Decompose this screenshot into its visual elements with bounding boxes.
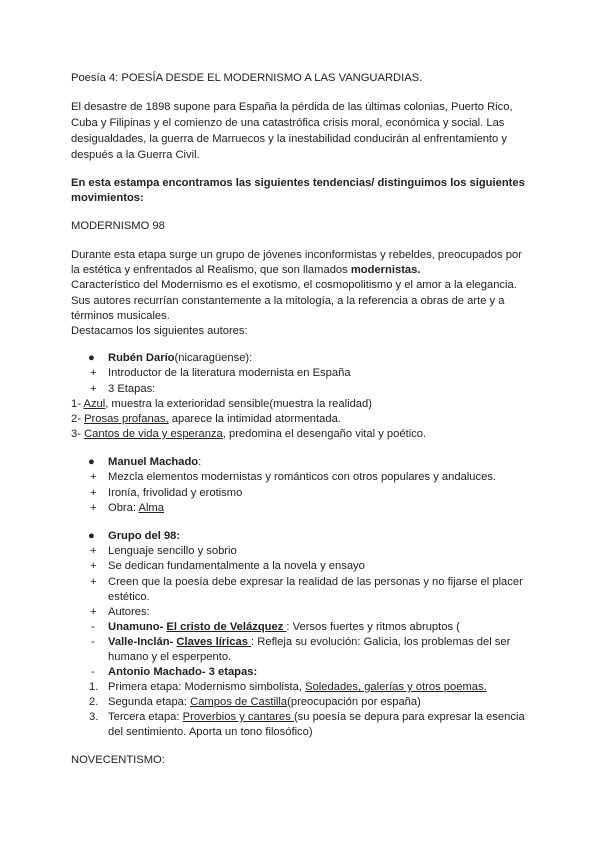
antonio-stage-3: Tercera etapa: Proverbios y cantares (su poesía se depura para expresar la esencia: [108, 711, 525, 723]
manuel-point-2: Ironía, frivolidad y erotismo: [108, 487, 243, 499]
modernismo-line-2: la estética y enfrentados al Realismo, que son llamados modernistas.: [71, 264, 421, 276]
dario-stage-3: 3- Cantos de vida y esperanza, predomina el desengaño vital y poético.: [71, 428, 427, 440]
manuel-point-1: Mezcla elementos modernistas y románticos con otros populares y andaluces.: [108, 471, 497, 483]
valle-line-cont: humano y el esperpento.: [108, 651, 232, 663]
modernistas-term: modernistas.: [350, 264, 421, 276]
intro-line-3: desigualdades, la guerra de Marruecos y la inestabilidad conducirán al enfrentamiento y: [71, 133, 507, 145]
tendencias-line-1: En esta estampa encontramos las siguientes tendencias/ distinguimos los siguientes: [71, 177, 525, 189]
dario-stage-1: 1- Azul, muestra la exterioridad sensible(muestra la realidad): [71, 398, 372, 410]
bullet-plus-icon: +: [90, 606, 97, 618]
modernismo-heading: MODERNISMO 98: [71, 220, 165, 232]
modernismo-line-1: Durante esta etapa surge un grupo de jóvenes inconformistas y rebeldes, preocupados por: [71, 249, 522, 261]
g98-point-1: Lenguaje sencillo y sobrio: [108, 545, 237, 557]
bullet-dot-icon: ●: [88, 530, 95, 542]
manuel-point-3: Obra: Alma: [108, 502, 164, 514]
grupo98-heading: Grupo del 98:: [108, 530, 181, 542]
dario-stage-2: 2- Prosas profanas, aparece la intimidad atormentada.: [71, 413, 341, 425]
bullet-dash-icon: -: [91, 666, 95, 678]
page-title: Poesía 4: POESÍA DESDE EL MODERNISMO A LAS VANGUARDIAS.: [71, 72, 423, 84]
modernismo-line-3: Característico del Modernismo es el exotismo, el cosmopolitismo y el amor a la elegancia.: [71, 279, 517, 291]
tendencias-line-2: movimientos:: [71, 192, 144, 204]
manuel-machado-heading: Manuel Machado:: [108, 456, 202, 468]
stage-number-2: 2.: [89, 696, 99, 708]
bullet-plus-icon: +: [90, 471, 97, 483]
bullet-dot-icon: ●: [88, 456, 95, 468]
dario-point-1: Introductor de la literatura modernista en España: [108, 367, 351, 379]
modernismo-line-6: Destacamos los siguientes autores:: [71, 325, 248, 337]
bullet-dash-icon: -: [91, 621, 95, 633]
stage-number-3: 3.: [89, 711, 99, 723]
stage-number-1: 1.: [89, 681, 99, 693]
antonio-machado-heading: Antonio Machado- 3 etapas:: [108, 666, 258, 678]
bullet-plus-icon: +: [90, 576, 97, 588]
g98-point-3-cont: estético.: [108, 591, 150, 603]
bullet-dash-icon: -: [91, 636, 95, 648]
bullet-dot-icon: ●: [88, 352, 95, 364]
modernismo-line-4: Sus autores recurrían constantemente a la mitología, a la referencia a obras de arte y a: [71, 295, 505, 307]
antonio-stage-2: Segunda etapa: Campos de Castilla(preocupación por españa): [108, 696, 421, 708]
antonio-stage-3-cont: del sentimiento. Aporta un tono filosófico): [108, 726, 313, 738]
bullet-plus-icon: +: [90, 487, 97, 499]
bullet-plus-icon: +: [90, 545, 97, 557]
g98-point-3: Creen que la poesía debe expresar la realidad de las personas y no fijarse el placer: [108, 576, 523, 588]
dario-heading: Rubén Darío(nicaragüense):: [108, 352, 253, 364]
g98-point-2: Se dedican fundamentalmente a la novela y ensayo: [108, 560, 365, 572]
intro-line-1: El desastre de 1898 supone para España la pérdida de las últimas colonias, Puerto Rico,: [71, 101, 513, 113]
antonio-stage-1: Primera etapa: Modernismo simbolista, Soledades, galerías y otros poemas.: [108, 681, 487, 693]
valle-line: Valle-Inclán- Claves líricas : Refleja su evolución: Galicia, los problemas del ser: [108, 636, 511, 648]
dario-point-2: 3 Etapas:: [108, 383, 156, 395]
intro-line-2: Cuba y Filipinas y el comienzo de una catastrófica crisis moral, económica y social. Las: [71, 117, 505, 129]
bullet-plus-icon: +: [90, 367, 97, 379]
bullet-plus-icon: +: [90, 560, 97, 572]
bullet-plus-icon: +: [90, 383, 97, 395]
bullet-plus-icon: +: [90, 502, 97, 514]
novecentismo-heading: NOVECENTISMO:: [71, 754, 165, 766]
unamuno-line: Unamuno- El cristo de Velázquez : Versos fuertes y ritmos abruptos (: [108, 621, 460, 633]
g98-point-4: Autores:: [108, 606, 150, 618]
intro-line-4: después a la Guerra Civil.: [71, 149, 200, 161]
modernismo-line-5: términos musicales.: [71, 310, 170, 322]
